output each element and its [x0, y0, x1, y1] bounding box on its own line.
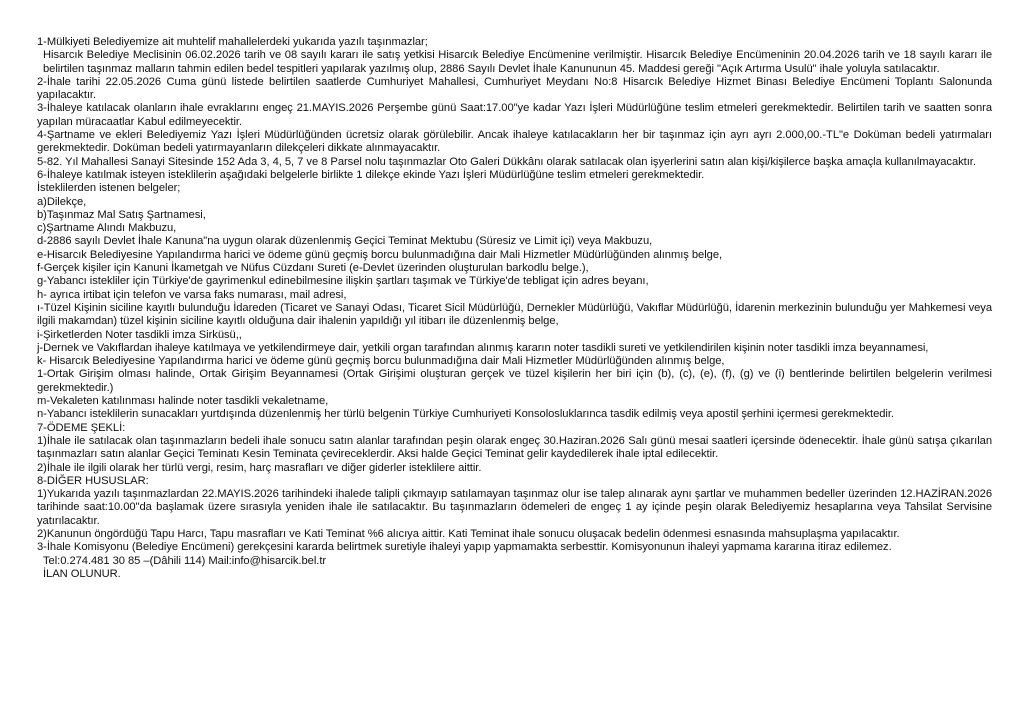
clause-1-heading: 1-Mülkiyeti Belediyemize ait muhtelif mahallelerdeki yukarıda yazılı taşınmazlar;	[37, 36, 428, 48]
document-item-g: g-Yabancı istekliler için Türkiye'de gayrimenkul edinebilmesine ilişkin şartları taşımak ve Türkiye'de tebligat için adres beyanı,	[37, 275, 649, 288]
payment-heading: 7-ÖDEME ŞEKLİ:	[37, 421, 126, 434]
clause-4: 4-Şartname ve ekleri Belediyemiz Yazı İşleri Müdürlüğünden ücretsiz olarak görülebilir. Ancak ihaleye katılacakların her bir taşınmaz için ayrı ayrı 2.000,00.-TL"e Doküman bedeli yatırmaları gerekmektedir. Doküman bedeli yatırmayanların dilekçeleri dikkate alınmayacaktır.	[37, 129, 992, 155]
other-item-3: 3-İhale Komisyonu (Belediye Encümeni) gerekçesini kararda belirtmek suretiyle ihaleyi yapıp yapmamakta serbesttir. Komisyonunun ihaleyi yapmama kararına itiraz edilemez.	[37, 541, 892, 554]
clause-5: 5-82. Yıl Mahallesi Sanayi Sitesinde 152 Ada 3, 4, 5, 7 ve 8 Parsel nolu taşınmazlar Oto Galeri Dükkânı olarak satılacak olan işyerlerini satın alan kişi/kişilerce başka amaçla kullanılmayacaktır.	[37, 155, 976, 168]
document-item-m: m-Vekaleten katılınması halinde noter tasdikli vekaletname,	[37, 395, 329, 408]
document-item-b: b)Taşınmaz Mal Satış Şartnamesi,	[37, 208, 206, 221]
clause-2: 2-İhale tarihi 22.05.2026 Cuma günü listede belirtilen saatlerde Cumhuriyet Mahallesi, Cumhuriyet Meydanı No:8 Hisarcık Belediye Hizmet Binası Belediye Encümeni Toplantı Salonunda yapılacaktır.	[37, 75, 992, 102]
closing-line: İLAN OLUNUR.	[43, 567, 121, 580]
document-item-c: c)Şartname Alındı Makbuzu,	[37, 222, 177, 235]
document-item-e: e-Hisarcık Belediyesine Yapılandırma harici ve ödeme günü geçmiş borcu bulunmadığına dair Mali Hizmetler Müdürlüğünden alınmış belge,	[37, 248, 723, 261]
document-item-f: f-Gerçek kişiler için Kanuni İkametgah ve Nüfus Cüzdanı Sureti (e-Devlet üzerinden oluşturulan barkodlu belge.),	[37, 262, 589, 275]
required-documents-heading: İsteklilerden istenen belgeler;	[37, 182, 181, 195]
contact-info: Tel:0.274.481 30 85 –(Dâhili 114) Mail:info@hisarcik.bel.tr	[43, 554, 327, 567]
other-item-2: 2)Kanunun öngördüğü Tapu Harcı, Tapu masrafları ve Kati Teminat %6 alıcıya aittir. Kati Teminat ihale sonucu oluşacak bedelin ödenmesi esnasında mahsuplaşma yapılacaktır.	[37, 527, 900, 540]
document-item-h: h- ayrıca irtibat için telefon ve varsa faks numarası, mail adresi,	[37, 288, 347, 301]
clause-3: 3-İhaleye katılacak olanların ihale evraklarını engeç 21.MAYIS.2026 Perşembe günü Saat:17.00"ye kadar Yazı İşleri Müdürlüğüne teslim etmeleri gerekmektedir. Belirtilen tarih ve saatten sonra yapılan müracaatlar Kabul edilmeyecektir.	[37, 102, 992, 128]
clause-1-text: Hisarcık Belediye Meclisinin 06.02.2026 tarih ve 08 sayılı kararı ile satış yetkisi Hisarcık Belediye Encümenine verilmiştir. Hisarcık Belediye Encümeninin 20.04.2026 tarih ve 18 sayılı kararı ile belirtilen taşınmaz malların tahmin edilen bedel tespitleri yapılarak yazılmış olup, 2886 Sayılı Devlet İhale Kanununun 45. Maddesi gereği "Açık Artırma Usulü" ihale yoluyla satılacaktır.	[43, 49, 992, 75]
document-item-d: d-2886 sayılı Devlet İhale Kanuna"na uygun olarak düzenlenmiş Geçici Teminat Mektubu (Süresiz ve Limit içi) veya Makbuzu,	[37, 235, 653, 248]
document-item-l: 1-Ortak Girişim olması halinde, Ortak Girişim Beyannamesi (Ortak Girişimi oluşturan gerçek ve tüzel kişilerin her biri için (b), (c), (e), (f), (g) ve (i) bentlerinde belirtilen belgelerin verilmesi gerekmektedir.)	[37, 368, 992, 394]
document-item-j: j-Dernek ve Vakıflardan ihaleye katılmaya ve yetkilendirmeye dair, yetkili organ tarafından alınmış kararın noter tasdikli sureti ve yetkilendirilen kişinin noter tasdikli imza beyannamesi,	[37, 341, 929, 354]
document-item-i: i-Şirketlerden Noter tasdikli imza Sirküsü,,	[37, 328, 242, 341]
clause-6: 6-İhaleye katılmak isteyen isteklilerin aşağıdaki belgelerle birlikte 1 dilekçe ekinde Yazı İşleri Müdürlüğüne teslim etmeleri gerekmektedir.	[37, 168, 705, 181]
payment-item-1: 1)İhale ile satılacak olan taşınmazların bedeli ihale sonucu satın alanlar tarafından peşin olarak engeç 30.Haziran.2026 Salı günü mesai saatleri içersinde ödenecektir. İhale günü satışa çıkarılan taşınmazları satın alanlar Geçici Teminatı Kesin Teminata çevireceklerdir. Aksi halde Geçici Teminat gelir kaydedilerek ihale iptal edilecektir.	[37, 434, 992, 461]
document-item-i-dotless: ı-Tüzel Kişinin siciline kayıtlı bulunduğu İdareden (Ticaret ve Sanayi Odası, Ticaret Sicil Müdürlüğü, Dernekler Müdürlüğü, Vakıflar Müdürlüğü, İdarenin merkezinin bulunduğu yer Mahkemesi veya ilgili makamdan) tüzel kişinin siciline kayıtlı olduğuna dair ihalenin yapıldığı yıl itibarı ile düzenlenmiş belge,	[37, 301, 992, 328]
other-matters-heading: 8-DİĞER HUSUSLAR:	[37, 474, 149, 487]
announcement-body	[37, 36, 992, 581]
document-item-a: a)Dilekçe,	[37, 195, 87, 208]
document-item-n: n-Yabancı isteklilerin sunacakları yurtdışında düzenlenmiş her türlü belgenin Türkiye Cumhuriyeti Konsolosluklarınca tasdik edilmiş veya apostil şerhini içermesi gerekmektedir.	[37, 408, 894, 421]
document-item-k: k- Hisarcık Belediyesine Yapılandırma harici ve ödeme günü geçmiş borcu bulunmadığına dair Mali Hizmetler Müdürlüğünden alınmış belge,	[37, 355, 725, 368]
payment-item-2: 2)İhale ile ilgili olarak her türlü vergi, resim, harç masrafları ve diğer giderler isteklilere aittir.	[37, 461, 482, 474]
other-item-1: 1)Yukarıda yazılı taşınmazlardan 22.MAYIS.2026 tarihindeki ihalede talipli çıkmayıp satılamayan taşınmaz olur ise talep alınarak aynı şartlar ve muhammen bedeller üzerinden 12.HAZİRAN.2026 tarihinde saat:10.00"da başlamak üzere sırasıyla yeniden ihale ile satılacaktır. Bu taşınmazların ödemeleri de engeç 1 ay içinde peşin olarak Belediyemiz hesaplarına veya Tahsilat Servisine yatırılacaktır.	[37, 488, 992, 527]
